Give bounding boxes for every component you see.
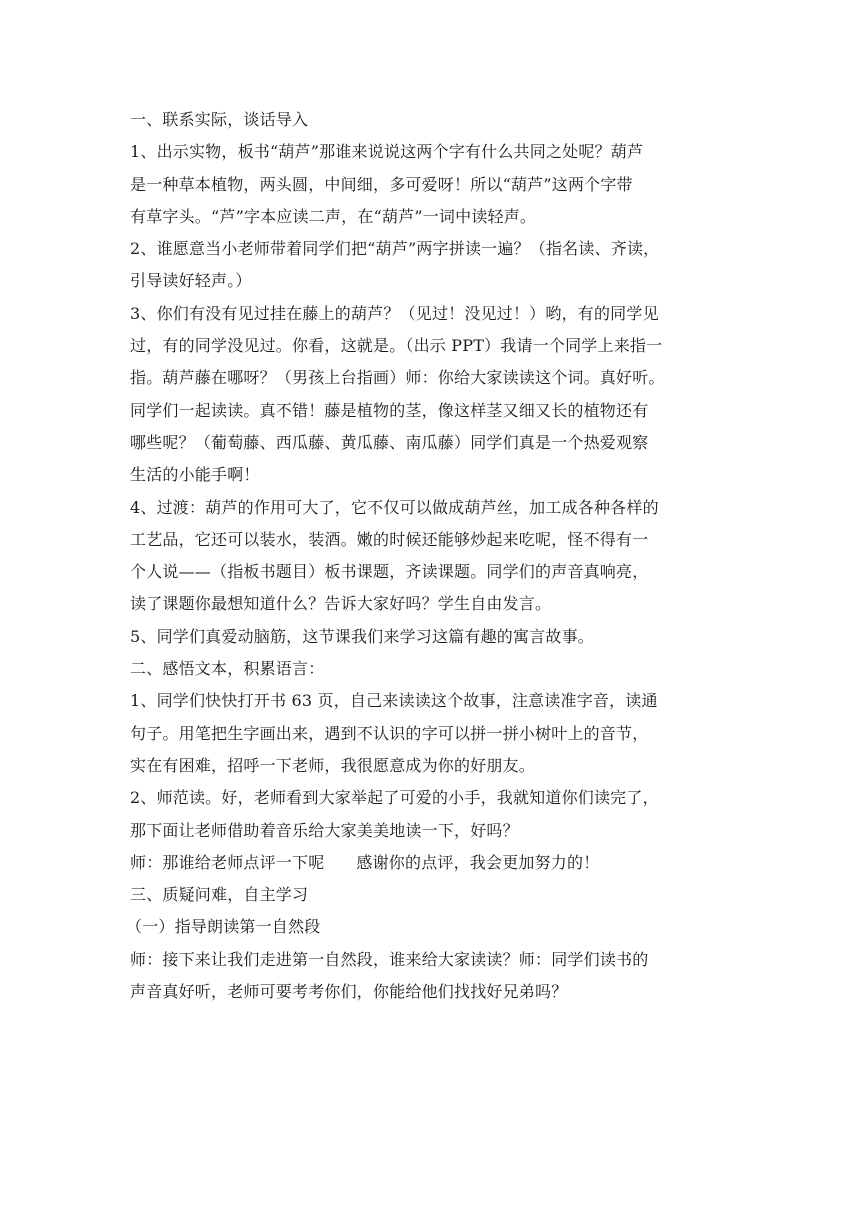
paragraph-line: 生活的小能手啊！	[130, 465, 260, 485]
paragraph-line: 读了课题你最想知道什么？告诉大家好吗？学生自由发言。	[130, 594, 552, 614]
section-heading-3: 三、质疑问难，自主学习	[130, 885, 309, 905]
paragraph-line: 实在有困难，招呼一下老师，我很愿意成为你的好朋友。	[130, 755, 536, 775]
paragraph-line: 1、同学们快快打开书 63 页，自己来读读这个故事，注意读准字音，读通	[130, 691, 658, 711]
section-heading-2: 二、感悟文本，积累语言：	[130, 659, 325, 679]
paragraph-line: 5、同学们真爱动脑筋，这节课我们来学习这篇有趣的寓言故事。	[130, 626, 594, 646]
paragraph-line: 过，有的同学没见过。你看，这就是。（出示 PPT）我请一个同学上来指一	[130, 336, 663, 356]
teacher-comment-b: 感谢你的点评，我会更加努力的！	[356, 852, 600, 872]
paragraph-line: 那下面让老师借助着音乐给大家美美地读一下，好吗？	[130, 820, 519, 840]
paragraph-line: 4、过渡：葫芦的作用可大了，它不仅可以做成葫芦丝，加工成各种各样的	[130, 497, 659, 517]
teacher-comment-line	[130, 847, 734, 879]
paragraph-line: 个人说——（指板书题目）板书课题，齐读课题。同学们的声音真响亮，	[130, 562, 649, 582]
section-heading-1: 一、联系实际，谈话导入	[130, 110, 309, 129]
paragraph-line: 3、你们有没有见过挂在藤上的葫芦？（见过！没见过！）哟，有的同学见	[130, 303, 659, 323]
paragraph-line: 师：接下来让我们走进第一自然段，谁来给大家读读？师：同学们读书的	[130, 949, 649, 969]
paragraph-line: 声音真好听，老师可要考考你们，你能给他们找找好兄弟吗？	[130, 982, 568, 1002]
paragraph-line: 2、谁愿意当小老师带着同学们把“葫芦”两字拼读一遍？（指名读、齐读，	[130, 239, 660, 259]
paragraph-line: 是一种草本植物，两头圆，中间细，多可爱呀！所以“葫芦”这两个字带	[130, 174, 633, 194]
subsection-heading: （一）指导朗读第一自然段	[126, 917, 321, 937]
teacher-comment-a: 师：那谁给老师点评一下呢	[130, 852, 325, 872]
paragraph-line: 同学们一起读读。真不错！藤是植物的茎，像这样茎又细又长的植物还有	[130, 400, 649, 420]
paragraph-line: 句子。用笔把生字画出来，遇到不认识的字可以拼一拼小树叶上的音节，	[130, 723, 649, 743]
paragraph-line: 引导读好轻声。）	[130, 271, 252, 291]
paragraph-line: 1、出示实物，板书“葫芦”那谁来说说这两个字有什么共同之处呢？葫芦	[130, 142, 644, 162]
paragraph-line: 2、师范读。好，老师看到大家举起了可爱的小手，我就知道你们读完了，	[130, 788, 659, 808]
paragraph-line: 哪些呢？（葡萄藤、西瓜藤、黄瓜藤、南瓜藤）同学们真是一个热爱观察	[130, 432, 649, 452]
paragraph-line: 工艺品，它还可以装水，装酒。嫩的时候还能够炒起来吃呢，怪不得有一	[130, 529, 649, 549]
paragraph-line: 指。葫芦藤在哪呀？（男孩上台指画）师：你给大家读读这个词。真好听。	[130, 368, 665, 388]
paragraph-line: 有草字头。“芦”字本应读二声，在“葫芦”一词中读轻声。	[130, 206, 537, 226]
